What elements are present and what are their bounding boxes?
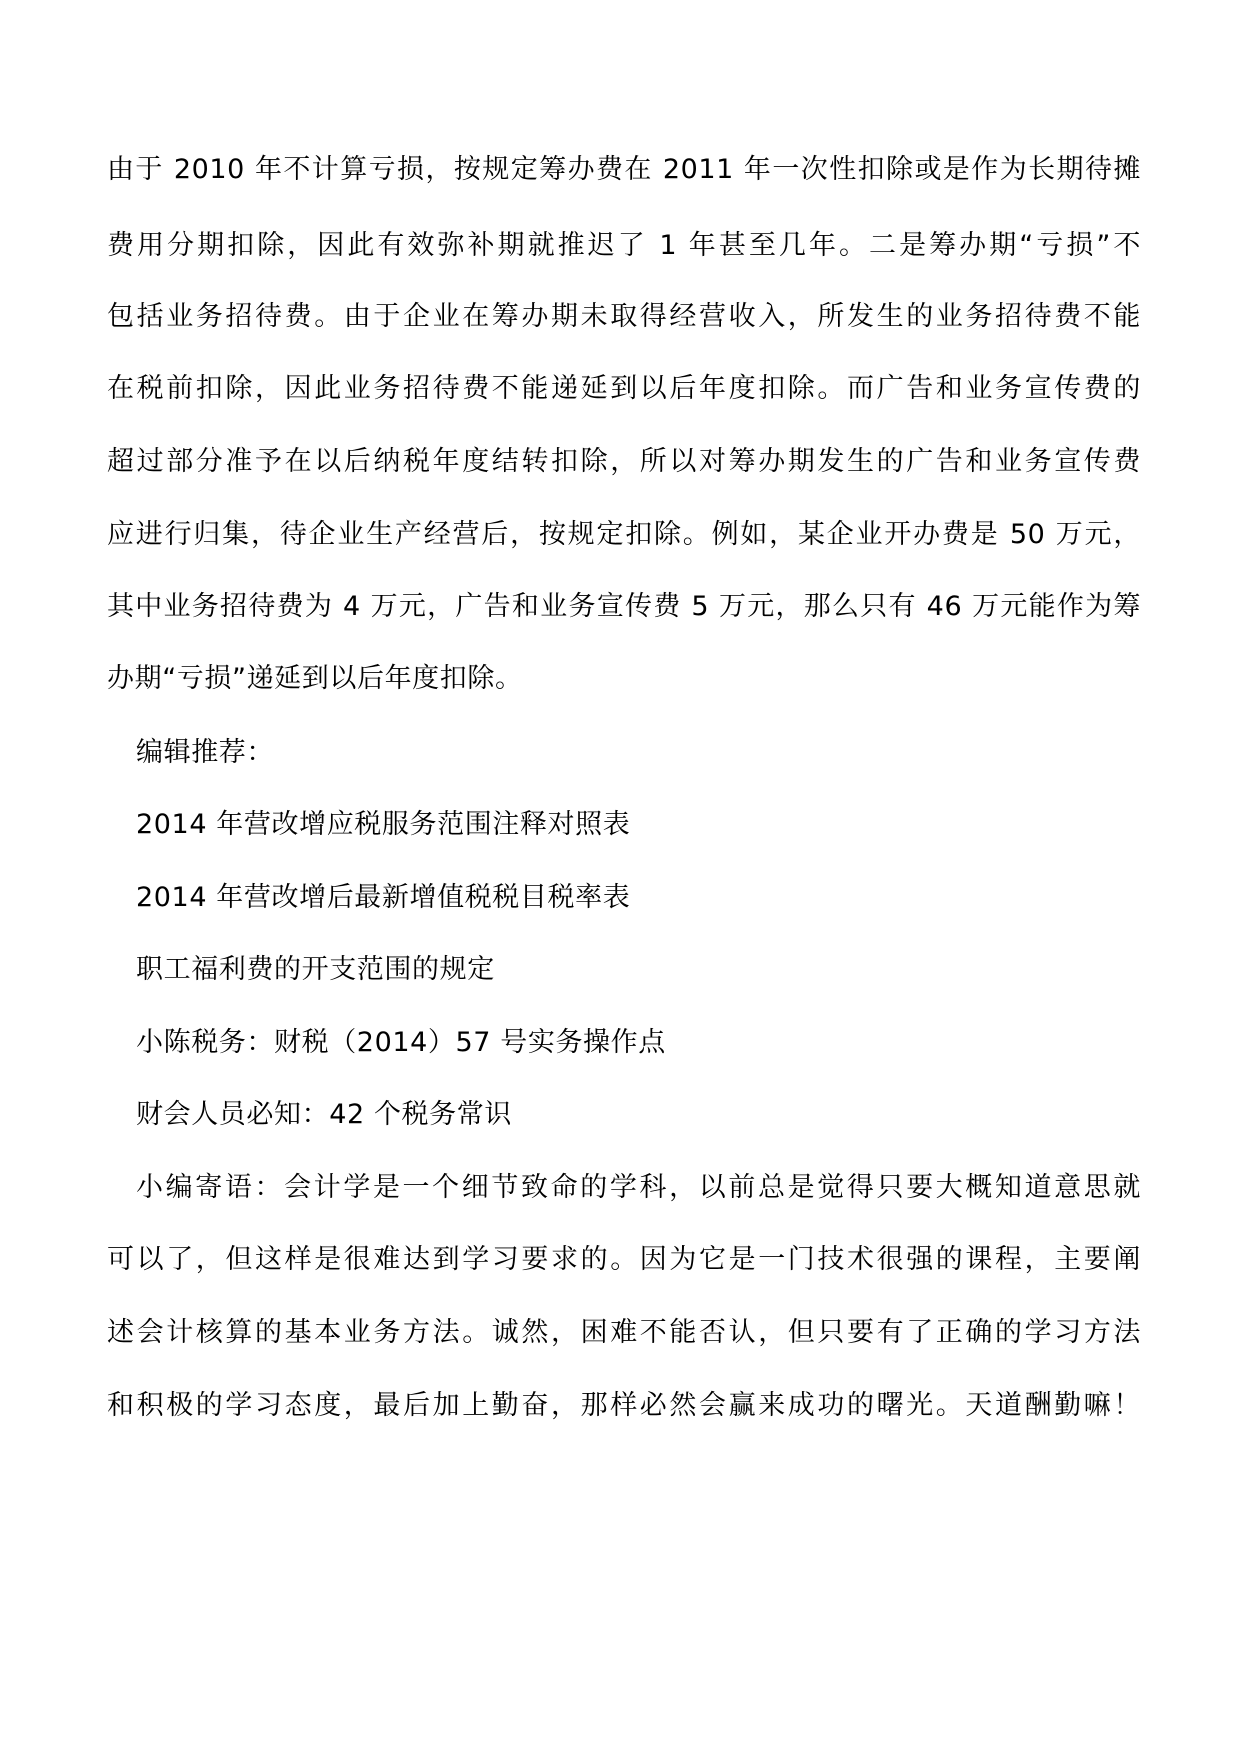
paragraph-line: 费用分期扣除，因此有效弥补期就推迟了 1 年甚至几年。二是筹办期“亏损”不 bbox=[107, 230, 1141, 261]
paragraph-line: 办期“亏损”递延到以后年度扣除。 bbox=[107, 663, 523, 694]
closing-line: 可以了，但这样是很难达到学习要求的。因为它是一门技术很强的课程，主要阐 bbox=[107, 1244, 1141, 1275]
closing-line: 小编寄语：会计学是一个细节致命的学科，以前总是觉得只要大概知道意思就 bbox=[136, 1172, 1141, 1203]
recommend-link[interactable]: 2014 年营改增后最新增值税税目税率表 bbox=[136, 882, 631, 913]
paragraph-line: 包括业务招待费。由于企业在筹办期未取得经营收入，所发生的业务招待费不能 bbox=[107, 301, 1141, 332]
paragraph-line: 应进行归集，待企业生产经营后，按规定扣除。例如，某企业开办费是 50 万元， bbox=[107, 519, 1141, 550]
paragraph-line: 超过部分准予在以后纳税年度结转扣除，所以对筹办期发生的广告和业务宣传费 bbox=[107, 446, 1141, 477]
recommend-link[interactable]: 2014 年营改增应税服务范围注释对照表 bbox=[136, 809, 631, 840]
closing-line: 述会计核算的基本业务方法。诚然，困难不能否认，但只要有了正确的学习方法 bbox=[107, 1317, 1141, 1348]
recommend-link[interactable]: 小陈税务：财税（2014）57 号实务操作点 bbox=[136, 1027, 666, 1058]
recommend-heading: 编辑推荐： bbox=[136, 737, 274, 768]
paragraph-line: 其中业务招待费为 4 万元，广告和业务宣传费 5 万元，那么只有 46 万元能作为筹 bbox=[107, 591, 1141, 622]
closing-line: 和积极的学习态度，最后加上勤奋，那样必然会赢来成功的曙光。天道酬勤嘛！ bbox=[107, 1390, 1141, 1421]
paragraph-line: 由于 2010 年不计算亏损，按规定筹办费在 2011 年一次性扣除或是作为长期待摊 bbox=[107, 154, 1141, 185]
recommend-link[interactable]: 职工福利费的开支范围的规定 bbox=[136, 954, 495, 985]
paragraph-line: 在税前扣除，因此业务招待费不能递延到以后年度扣除。而广告和业务宣传费的 bbox=[107, 373, 1141, 404]
recommend-link[interactable]: 财会人员必知：42 个税务常识 bbox=[136, 1099, 512, 1130]
